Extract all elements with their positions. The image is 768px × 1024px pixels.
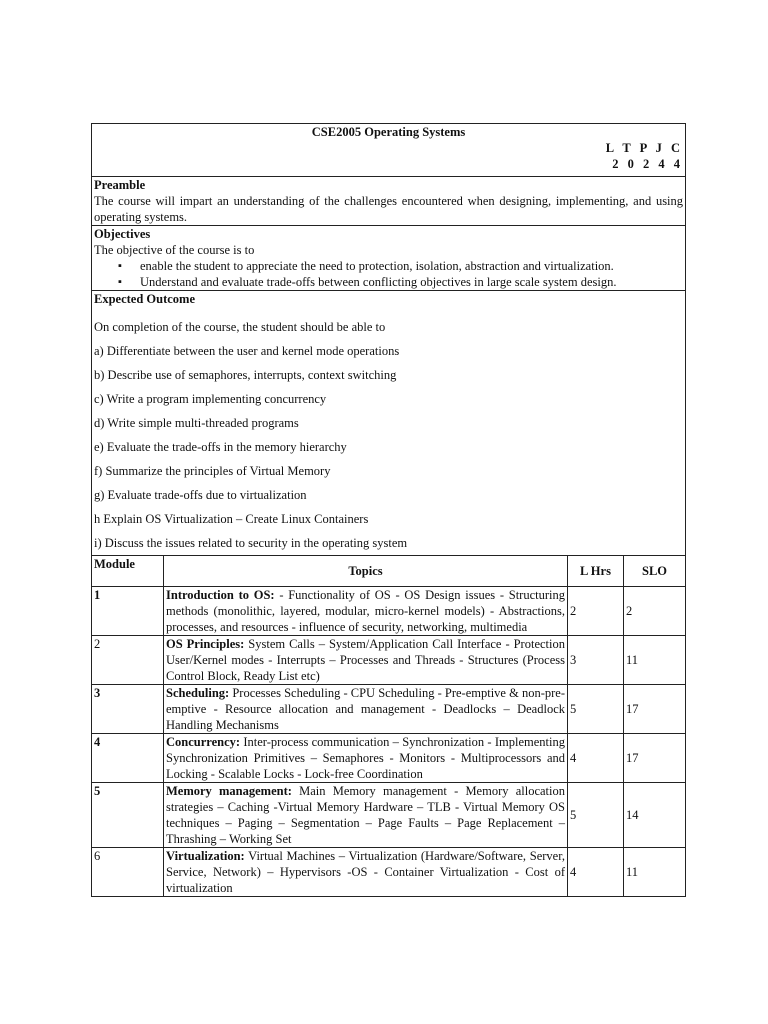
outcome-item: h Explain OS Virtualization – Create Linux Containers (94, 512, 369, 526)
module-topic-text: Virtual Machines – Virtualization (Hardware/Software, Server, Service, Network) – Hypervisors -OS - Container Virtualization - Cost of virtualization (166, 849, 565, 895)
module-topics (164, 685, 568, 734)
module-number: 6 (92, 848, 164, 897)
module-number: 5 (92, 783, 164, 848)
outcome-intro: On completion of the course, the student should be able to (94, 320, 386, 334)
outcome-row (92, 291, 686, 556)
module-topic-title: OS Principles: (166, 637, 245, 651)
modules-header-row (92, 556, 686, 587)
objective-item: ▪ enable the student to appreciate the need to protection, isolation, abstraction and virtualization. (140, 258, 683, 274)
outcome-heading: Expected Outcome (94, 292, 196, 306)
module-hours: 2 (568, 587, 624, 636)
objectives-row (92, 226, 686, 291)
hrs-col-header: L Hrs (568, 556, 624, 587)
module-number: 2 (92, 636, 164, 685)
module-number: 1 (92, 587, 164, 636)
module-topic-text: - Functionality of OS - OS Design issues - Structuring methods (monolithic, layered, modular, micro-kernel models) - Abstractions, processes, and resources - influence of security, networking, multimedia (166, 588, 566, 634)
course-title: CSE2005 Operating Systems (311, 125, 466, 139)
module-number: 3 (92, 685, 164, 734)
module-number: 4 (92, 734, 164, 783)
course-header-cell (92, 124, 686, 177)
preamble-heading: Preamble (94, 178, 146, 192)
module-topic-text: Main Memory management - Memory allocation strategies – Caching -Virtual Memory Hardware – TLB - Virtual Memory OS techniques – Paging – Segmentation – Page Faults – Page Replacement – Thrashing – Working Set (166, 784, 565, 846)
module-slo: 17 (624, 685, 686, 734)
module-topics (164, 848, 568, 897)
module-row (92, 734, 686, 783)
module-topic-title: Virtualization: (166, 849, 245, 863)
outcome-item: g) Evaluate trade-offs due to virtualization (94, 488, 307, 502)
module-row (92, 685, 686, 734)
outcome-item: i) Discuss the issues related to security in the operating system (94, 536, 408, 550)
preamble-text: The course will impart an understanding of the challenges encountered when designing, implementing, and using operating systems. (94, 194, 684, 224)
module-slo: 14 (624, 783, 686, 848)
outcome-item: e) Evaluate the trade-offs in the memory hierarchy (94, 440, 347, 454)
module-row (92, 848, 686, 897)
course-header-row (92, 124, 686, 177)
topics-col-header: Topics (164, 556, 568, 587)
module-row (92, 783, 686, 848)
ltpjc-label: L T P J C (605, 141, 684, 155)
module-hours: 5 (568, 685, 624, 734)
module-topic-text: Inter-process communication – Synchronization - Implementing Synchronization Primitives – Semaphores - Monitors - Multiprocessors and Locking - Scalable Locks - Lock-free Coordination (166, 735, 565, 781)
module-slo: 11 (624, 848, 686, 897)
ltpjc-values: 2 0 2 4 4 (612, 157, 684, 171)
outcome-item: a) Differentiate between the user and kernel mode operations (94, 344, 400, 358)
module-topic-title: Memory management: (166, 784, 292, 798)
module-row (92, 587, 686, 636)
preamble-row (92, 177, 686, 226)
outcome-item: c) Write a program implementing concurrency (94, 392, 327, 406)
objectives-heading: Objectives (94, 227, 151, 241)
module-hours: 3 (568, 636, 624, 685)
outcome-cell (92, 291, 686, 556)
module-col-header: Module (92, 556, 164, 587)
module-topic-title: Concurrency: (166, 735, 241, 749)
preamble-cell (92, 177, 686, 226)
module-slo: 11 (624, 636, 686, 685)
objectives-list (94, 258, 683, 290)
outcome-item: d) Write simple multi-threaded programs (94, 416, 299, 430)
objective-item: ▪ Understand and evaluate trade-offs between conflicting objectives in large scale system design. (140, 274, 683, 290)
outcome-item: b) Describe use of semaphores, interrupts, context switching (94, 368, 397, 382)
module-topics (164, 783, 568, 848)
module-topic-text: Processes Scheduling - CPU Scheduling - Pre-emptive & non-pre-emptive - Resource allocation and management - Deadlocks – Deadlock Handling Mechanisms (166, 686, 565, 732)
module-topics (164, 734, 568, 783)
module-topics (164, 636, 568, 685)
outcome-item: f) Summarize the principles of Virtual Memory (94, 464, 331, 478)
module-row (92, 636, 686, 685)
module-topic-title: Scheduling: (166, 686, 230, 700)
slo-col-header: SLO (624, 556, 686, 587)
module-topic-title: Introduction to OS: (166, 588, 275, 602)
module-hours: 5 (568, 783, 624, 848)
module-hours: 4 (568, 734, 624, 783)
objectives-intro: The objective of the course is to (94, 243, 255, 257)
syllabus-table (91, 123, 686, 897)
objectives-cell (92, 226, 686, 291)
module-topic-text: System Calls – System/Application Call Interface - Protection User/Kernel modes - Interrupts – Processes and Threads - Structures (Process Control Block, Ready List etc) (166, 637, 565, 683)
module-hours: 4 (568, 848, 624, 897)
module-topics (164, 587, 568, 636)
module-slo: 2 (624, 587, 686, 636)
module-slo: 17 (624, 734, 686, 783)
